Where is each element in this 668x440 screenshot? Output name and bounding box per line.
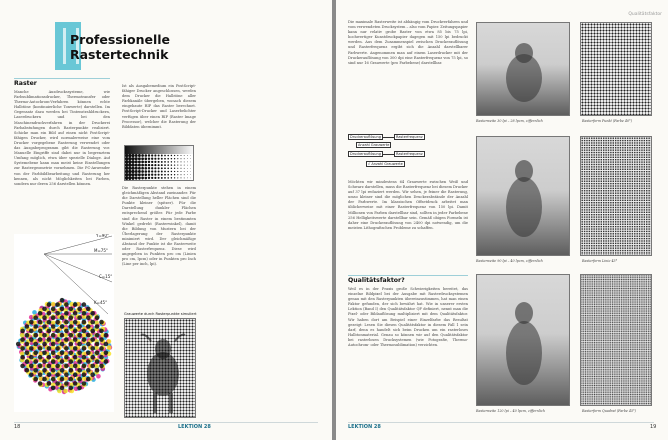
raster-sample-punkt [580, 22, 652, 116]
right-column-text-b: Möchten wir mindestens 64 Grauwerte zwischen Weiß und Schwarz darstellen, muss die Rasterfrequenz bei diesem Drucker auf 37 lpi reduziert werden. Wir sehen, je feiner die Rasterung, umso kleiner sind die möglichen Druckerabstände der Anzahl der Farbwerte. Im klassischen Offsetdruck arbeitet man üblicherweise mit einer Rasterfrequenz von 150 lpi. Damit Millionen von Farben darstellbar sind, sollten in jeder Farbebene 256 Helligkeitswerte darstellbar sein. Gemäß obigen Formeln ist daher eine Druckerauflösung von 2400 dpi notwendig, um die meisten Lithografischen Probleme zu schaffen. [348, 180, 468, 230]
section-heading-raster: Raster [14, 80, 37, 87]
cow-photo-30lpi [476, 22, 570, 116]
footer-rule-right [348, 422, 654, 423]
footer-lesson-left: LEKTION 28 [178, 424, 211, 430]
caption-punkt: Rasterform Punkt (Farbe 40°) [582, 119, 632, 123]
caption-30lpi: Rasterweite 30 lpi – 28 lpcm, ziffernlich [476, 119, 543, 123]
angle-label-c: C=15° [99, 274, 113, 279]
page-number-right: 19 [650, 424, 657, 430]
section-rule [14, 78, 110, 79]
cow-halftone-photo [124, 318, 196, 418]
angle-label-k: K=45° [94, 300, 108, 305]
caption-linie: Rasterform Linie 45° [582, 259, 618, 263]
cow-photo-120lpi [476, 274, 570, 406]
left-page [0, 0, 332, 440]
flow-druckerauflosung-2: Druckerauflösung [350, 152, 381, 156]
title-line-1: Professionelle [70, 32, 171, 47]
left-column-2-text-a: Ist als Ausgabemedium ein PostScript-fähiger Drucker angeschlossen, werden dem Drucker die Halbtöne aller Farbkanäle übergeben, wonach diesem eingebaute RIP das Raster berechnet. PostScript-Drucker und Laserbelichter verfügen über einen RIP (Raster Image Processor), welcher die Rasterung der Bilddaten übernimmt. [122, 84, 196, 129]
page-number-left: 18 [14, 424, 21, 430]
flow-arrow-2 [382, 154, 394, 155]
section-rule-right [348, 275, 468, 276]
cow-silhouette [125, 319, 196, 418]
left-column-1-text: Manche Ausdruckssysteme, wie Farbsublimationsdrucker, Thermotransfer oder Thermo-Autochrom-Verfahren können echte Halbtöne (kontinuierliche Tonwerte) darstellen. Im Gegensatz dazu werden bei Tintenstrahldruckern, Laserdruckern und bei den Maschinendruckverfahren in der Druckerei Farbabstufungen durch Rasterpunkte realisiert. Schicke man ein Bild auf einen nicht PostScript-fähigen Drucker, wird normalerweise eine vom Drucker vorgegebene Rasterung verwendet oder das Ausgabeprogramm gibt die Rasterung vor. Manuelle Eingriffe sind dabei nur in begrenztem Umfang möglich, etwa über spezielle Dialoge. Auf Systemebene kann man meist keine Einstellungen zur Rastergeometrie vornehmen. Die PC-Anwender von der Farbbildbearbeitung und Rasterung her kennen, als nicht Möglichkeiten bei Farben, sondern nur deren 256 darstellen können. [14, 90, 110, 186]
running-head: Qualitätsfaktor [628, 12, 662, 17]
right-page [336, 0, 668, 440]
title-line-2: Rastertechnik [70, 47, 169, 62]
halftone-dots [125, 154, 194, 181]
cow-photo-90lpi [476, 136, 570, 256]
footer-rule-left [14, 422, 318, 423]
cmyk-rosette-figure [14, 234, 114, 412]
raster-sample-linie [580, 136, 652, 256]
right-column-text-a: Die maximale Rasterweite ist abhängig vom Druckverfahren und vom verwendeten Drucksystem – also vom Papier. Zeitungspapier kann nur relativ grobe Raster von etwa 85 bis 75 lpi, hochwertiger Kunstdruckpapier dagegen mit 150 lpi bedruckt werden. Aus dem Zusammenspiel zwischen Druckerauflösung und Rasterfrequenz ergibt sich die Anzahl darstellbarer Farbwerte. Angenommen man auf einem Laserdrucker mit der Druckerauflösung von 300 dpi eine Rasterfrequenz von 75 lpi, so sind nur 16 Grauwerte (pro Farbebene) darstellbar. [348, 20, 468, 65]
caption-90lpi: Rasterweite 90 lpi – 40 lpcm, ziffernlich [476, 259, 543, 263]
flow-rasterfrequenz: Rasterfrequenz [396, 135, 423, 139]
flow-druckerauflosung: Druckerauflösung [350, 135, 381, 139]
right-column-text-c: Weil es in der Praxis große Schwierigkeiten bereitet, das einzelne Bildpixel bei der Ausgabe mit Rasterdrucksystemen genau mit den Rasterpunkten übereinzustimmen, hat man einen Faktor gefunden, der sich bewährt hat. Wie in unserer ersten Lektion (Band I) den Qualitätsfaktor QF definiert, nennt man die Pixel- oder Bildauflösung multipliziert mit dem Qualitätsfaktor. Wir haben dort am Beispiel einer Einzelfarbe das Resultat gezeigt: Lesen Sie diesen Qualitätsfaktor in diesem Fall 1 sein darf, denn es handelt sich beim Drucken um ein rasterloses Halbtonmaterial. Genau so können wir auf den Qualitätsfaktor bei rasterlosen Drucksystemen (wie Fotografie, Thermo-Autochrom- oder Thermosublimation) verzichten. [348, 287, 468, 348]
footer-lesson-right: LEKTION 28 [348, 424, 381, 430]
flow-rasterfrequenz-2: Rasterfrequenz [396, 152, 423, 156]
flow-anzahl-grauwerte: Anzahl Grauwerte [358, 143, 390, 147]
gradient-strip [125, 146, 194, 154]
flow-result: √ Anzahl Grauwerte [368, 162, 403, 166]
caption-120lpi: Rasterweite 120 lpi – 40 lpcm, ziffernlich [476, 409, 545, 413]
halftone-gradient-figure [124, 145, 194, 181]
rosette-svg [14, 234, 114, 412]
formula-diagram [348, 134, 468, 174]
flow-arrow-1 [382, 137, 394, 138]
section-heading-qualitat: Qualitätsfaktor? [348, 277, 405, 284]
cow-photo-caption: Grauwerte durch Rasterpunkte simuliert [124, 312, 197, 316]
left-column-2-text-b: Die Rasterpunkte stehen in einem gleichmäßigen Abstand zueinander. Für die Darstellung heller Flächen sind die Punkte kleiner (spitzer). Für die Darstellung dunkler Flächen entsprechend größer. Für jede Farbe sind die Raster in einem bestimmten Winkel gedreht (Rasterwinkel), damit die Bildung von Mustern bei der Überlagerung der Rasterpunkte minimiert wird. Der gleichmäßige Abstand der Punkte ist die Rasterweite oder Rasterfrequenz. Diese wird angegeben in Punkten pro cm (Linien pro cm, lpcm) oder in Punkten pro Inch (Line per inch, lpi). [122, 186, 196, 267]
chapter-title [70, 32, 170, 62]
caption-quadrat: Rasterform Quadrat (Farbe 45°) [582, 409, 636, 413]
raster-sample-quadrat [580, 274, 652, 406]
angle-label-y: Y=90° [96, 234, 109, 238]
angle-label-m: M=75° [94, 248, 108, 253]
